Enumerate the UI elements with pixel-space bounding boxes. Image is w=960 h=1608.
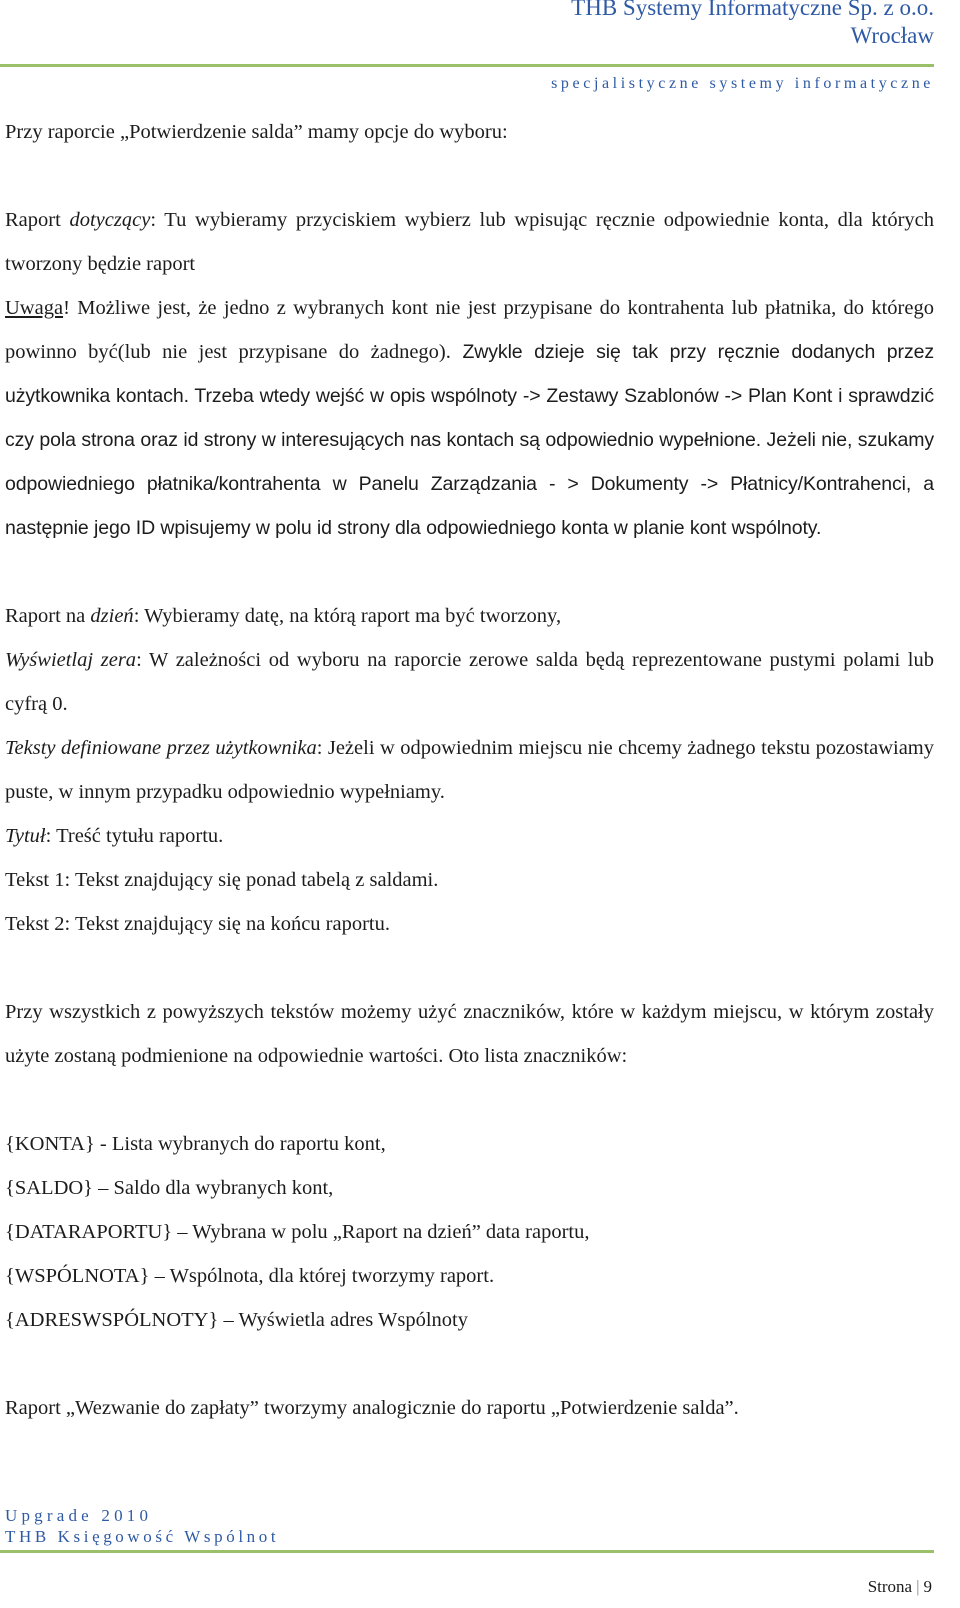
- tytul-label: Tytuł: [5, 825, 46, 847]
- dzien-paragraph: [5, 594, 934, 638]
- zera-label: Wyświetlaj zera: [5, 649, 137, 671]
- tag-item-dataraportu: [5, 1210, 934, 1254]
- page-number: Strona | 9: [867, 1577, 932, 1596]
- tag-list: [5, 1122, 934, 1342]
- dzien-label: dzień: [90, 605, 134, 627]
- header-tagline: specjalistyczne systemy informatyczne: [551, 75, 934, 92]
- tag-konta: {KONTA}: [5, 1133, 95, 1155]
- tag-dataraportu: {DATARAPORTU}: [5, 1221, 173, 1243]
- tag-dataraportu-desc: – Wybrana w polu „Raport na dzień” data raportu,: [172, 1221, 590, 1243]
- footer-upgrade: Upgrade 2010: [5, 1506, 153, 1525]
- intro-paragraph: Przy raporcie „Potwierdzenie salda” mamy opcje do wyboru:: [5, 121, 508, 143]
- tag-konta-desc: - Lista wybranych do raportu kont,: [94, 1133, 386, 1155]
- tag-wspolnota-desc: – Wspólnota, dla której tworzymy raport.: [149, 1265, 495, 1287]
- zera-paragraph: [5, 638, 934, 726]
- tekst2-paragraph: Tekst 2: Tekst znajdujący się na końcu raportu.: [5, 913, 391, 935]
- document-body: [5, 110, 934, 1430]
- zera-text: : W zależności od wyboru na raporcie zerowe salda będą reprezentowane pustymi polami lub cyfrą 0.: [5, 649, 934, 715]
- tag-saldo-desc: – Saldo dla wybranych kont,: [93, 1177, 334, 1199]
- teksty-label: Teksty definiowane przez użytkownika: [5, 737, 317, 759]
- dzien-text: : Wybieramy datę, na którą raport ma być tworzony,: [133, 605, 562, 627]
- tytul-paragraph: [5, 814, 934, 858]
- konta-label: dotyczący: [69, 209, 151, 231]
- company-name: THB Systemy Informatyczne Sp. z o.o.: [571, 0, 934, 20]
- tytul-text: : Treść tytułu raportu.: [45, 825, 224, 847]
- tag-item-adreswspolnoty: [5, 1298, 934, 1342]
- konta-label-prefix: Raport: [5, 209, 70, 231]
- header-company: [571, 0, 934, 50]
- page-label: Strona: [867, 1577, 913, 1596]
- znaczniki-intro: Przy wszystkich z powyższych tekstów możemy użyć znaczników, które w każdym miejscu, w którym zostały użyte zostaną podmienione na odpowiednie wartości. Oto lista znaczników:: [5, 1001, 934, 1067]
- header-rule: [0, 64, 934, 67]
- tekst1-paragraph: Tekst 1: Tekst znajdujący się ponad tabelą z saldami.: [5, 869, 439, 891]
- konta-paragraph: [5, 198, 934, 286]
- tag-item-saldo: [5, 1166, 934, 1210]
- tag-adreswspolnoty: {ADRESWSPÓLNOTY}: [5, 1309, 219, 1331]
- tag-wspolnota: {WSPÓLNOTA}: [5, 1265, 150, 1287]
- tag-item-wspolnota: [5, 1254, 934, 1298]
- tag-adreswspolnoty-desc: – Wyświetla adres Wspólnoty: [218, 1309, 468, 1331]
- uwaga-text: ! Możliwe jest, że jedno z wybranych kont nie jest przypisane do kontrahenta lub płatnika, do którego powinno być(lub nie jest przypisane do żadnego).: [5, 297, 934, 363]
- teksty-paragraph: [5, 726, 934, 814]
- closing-paragraph: Raport „Wezwanie do zapłaty” tworzymy analogicznie do raportu „Potwierdzenie salda”.: [5, 1397, 739, 1419]
- footer-rule: [0, 1550, 934, 1553]
- page-value: 9: [923, 1577, 932, 1596]
- tag-saldo: {SALDO}: [5, 1177, 94, 1199]
- uwaga-instructions: Zwykle dzieje się tak przy ręcznie dodanych przez użytkownika kontach. Trzeba wtedy wejść w opis wspólnoty -> Zestawy Szablonów -> Plan Kont i sprawdzić czy pola strona oraz id strony w interesujących nas kontach są odpowiednio wypełnione. Jeżeli nie, szukamy odpowiedniego płatnika/kontrahenta w Panelu Zarządzania - > Dokumenty -> Płatnicy/Kontrahenci, a następnie jego ID wpisujemy w polu id strony dla odpowiedniego konta w planie kont wspólnoty.: [5, 341, 934, 539]
- tag-item-konta: [5, 1122, 934, 1166]
- company-city: Wrocław: [850, 23, 934, 48]
- teksty-text: : Jeżeli w odpowiednim miejscu nie chcemy żadnego tekstu pozostawiamy puste, w innym przypadku odpowiednio wypełniamy.: [5, 737, 934, 803]
- uwaga-label: Uwaga: [5, 297, 64, 319]
- konta-text: : Tu wybieramy przyciskiem wybierz lub wpisując ręcznie odpowiednie konta, dla których tworzony będzie raport: [5, 209, 935, 275]
- uwaga-paragraph: [5, 286, 934, 550]
- footer-product: THB Księgowość Wspólnot: [5, 1527, 280, 1546]
- dzien-label-prefix: Raport na: [5, 605, 91, 627]
